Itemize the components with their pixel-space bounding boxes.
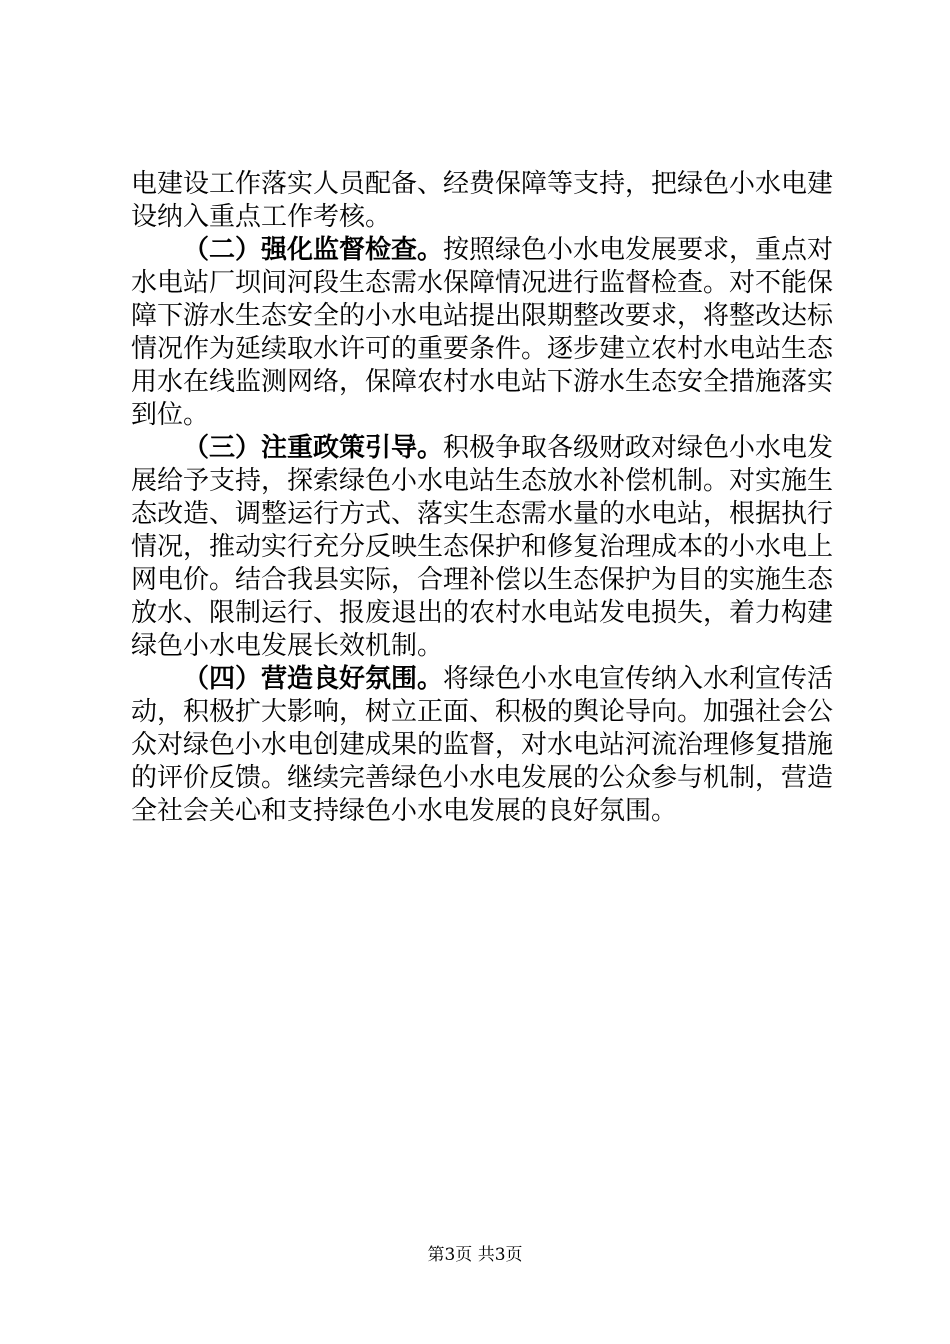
document-body <box>131 168 834 828</box>
text-line: 情况作为延续取水许可的重要条件。逐步建立农村水电站生态 <box>131 334 834 364</box>
paragraph-policy <box>131 432 834 663</box>
text-line: 设纳入重点工作考核。 <box>131 202 392 232</box>
text-line: 网电价。结合我县实际，合理补偿以生态保护为目的实施生态 <box>131 565 834 595</box>
text-line: 众对绿色小水电创建成果的监督，对水电站河流治理修复措施 <box>131 730 834 760</box>
text-line: 绿色小水电发展长效机制。 <box>131 631 444 661</box>
page-number: 第3页 共3页 <box>427 1245 523 1265</box>
text-line: 水电站厂坝间河段生态需水保障情况进行监督检查。对不能保 <box>131 268 834 298</box>
section-heading: （三）注重政策引导。 <box>183 433 444 463</box>
text-run: 积极争取各级财政对绿色小水电发 <box>443 433 834 463</box>
text-line: 态改造、调整运行方式、落实生态需水量的水电站，根据执行 <box>131 499 834 529</box>
paragraph-first-line <box>131 234 834 267</box>
section-heading: （二）强化监督检查。 <box>183 235 444 265</box>
text-line: 动，积极扩大影响，树立正面、积极的舆论导向。加强社会公 <box>131 697 834 727</box>
section-heading: （四）营造良好氛围。 <box>183 664 444 694</box>
paragraph-atmosphere <box>131 663 834 828</box>
paragraph-first-line <box>131 432 834 465</box>
paragraph-first-line <box>131 663 834 696</box>
page-footer <box>0 1244 950 1266</box>
text-line: 放水、限制运行、报废退出的农村水电站发电损失，着力构建 <box>131 598 834 628</box>
text-line: 电建设工作落实人员配备、经费保障等支持，把绿色小水电建 <box>131 169 834 199</box>
paragraph-continuation <box>131 168 834 234</box>
text-line: 展给予支持，探索绿色小水电站生态放水补偿机制。对实施生 <box>131 466 834 496</box>
paragraph-supervision <box>131 234 834 432</box>
text-run: 将绿色小水电宣传纳入水利宣传活 <box>443 664 834 694</box>
text-line: 全社会关心和支持绿色小水电发展的良好氛围。 <box>131 796 678 826</box>
text-line: 用水在线监测网络，保障农村水电站下游水生态安全措施落实 <box>131 367 834 397</box>
text-line: 障下游水生态安全的小水电站提出限期整改要求，将整改达标 <box>131 301 834 331</box>
text-run: 按照绿色小水电发展要求，重点对 <box>443 235 834 265</box>
text-line: 情况，推动实行充分反映生态保护和修复治理成本的小水电上 <box>131 532 834 562</box>
text-line: 到位。 <box>131 400 210 430</box>
text-line: 的评价反馈。继续完善绿色小水电发展的公众参与机制，营造 <box>131 763 834 793</box>
